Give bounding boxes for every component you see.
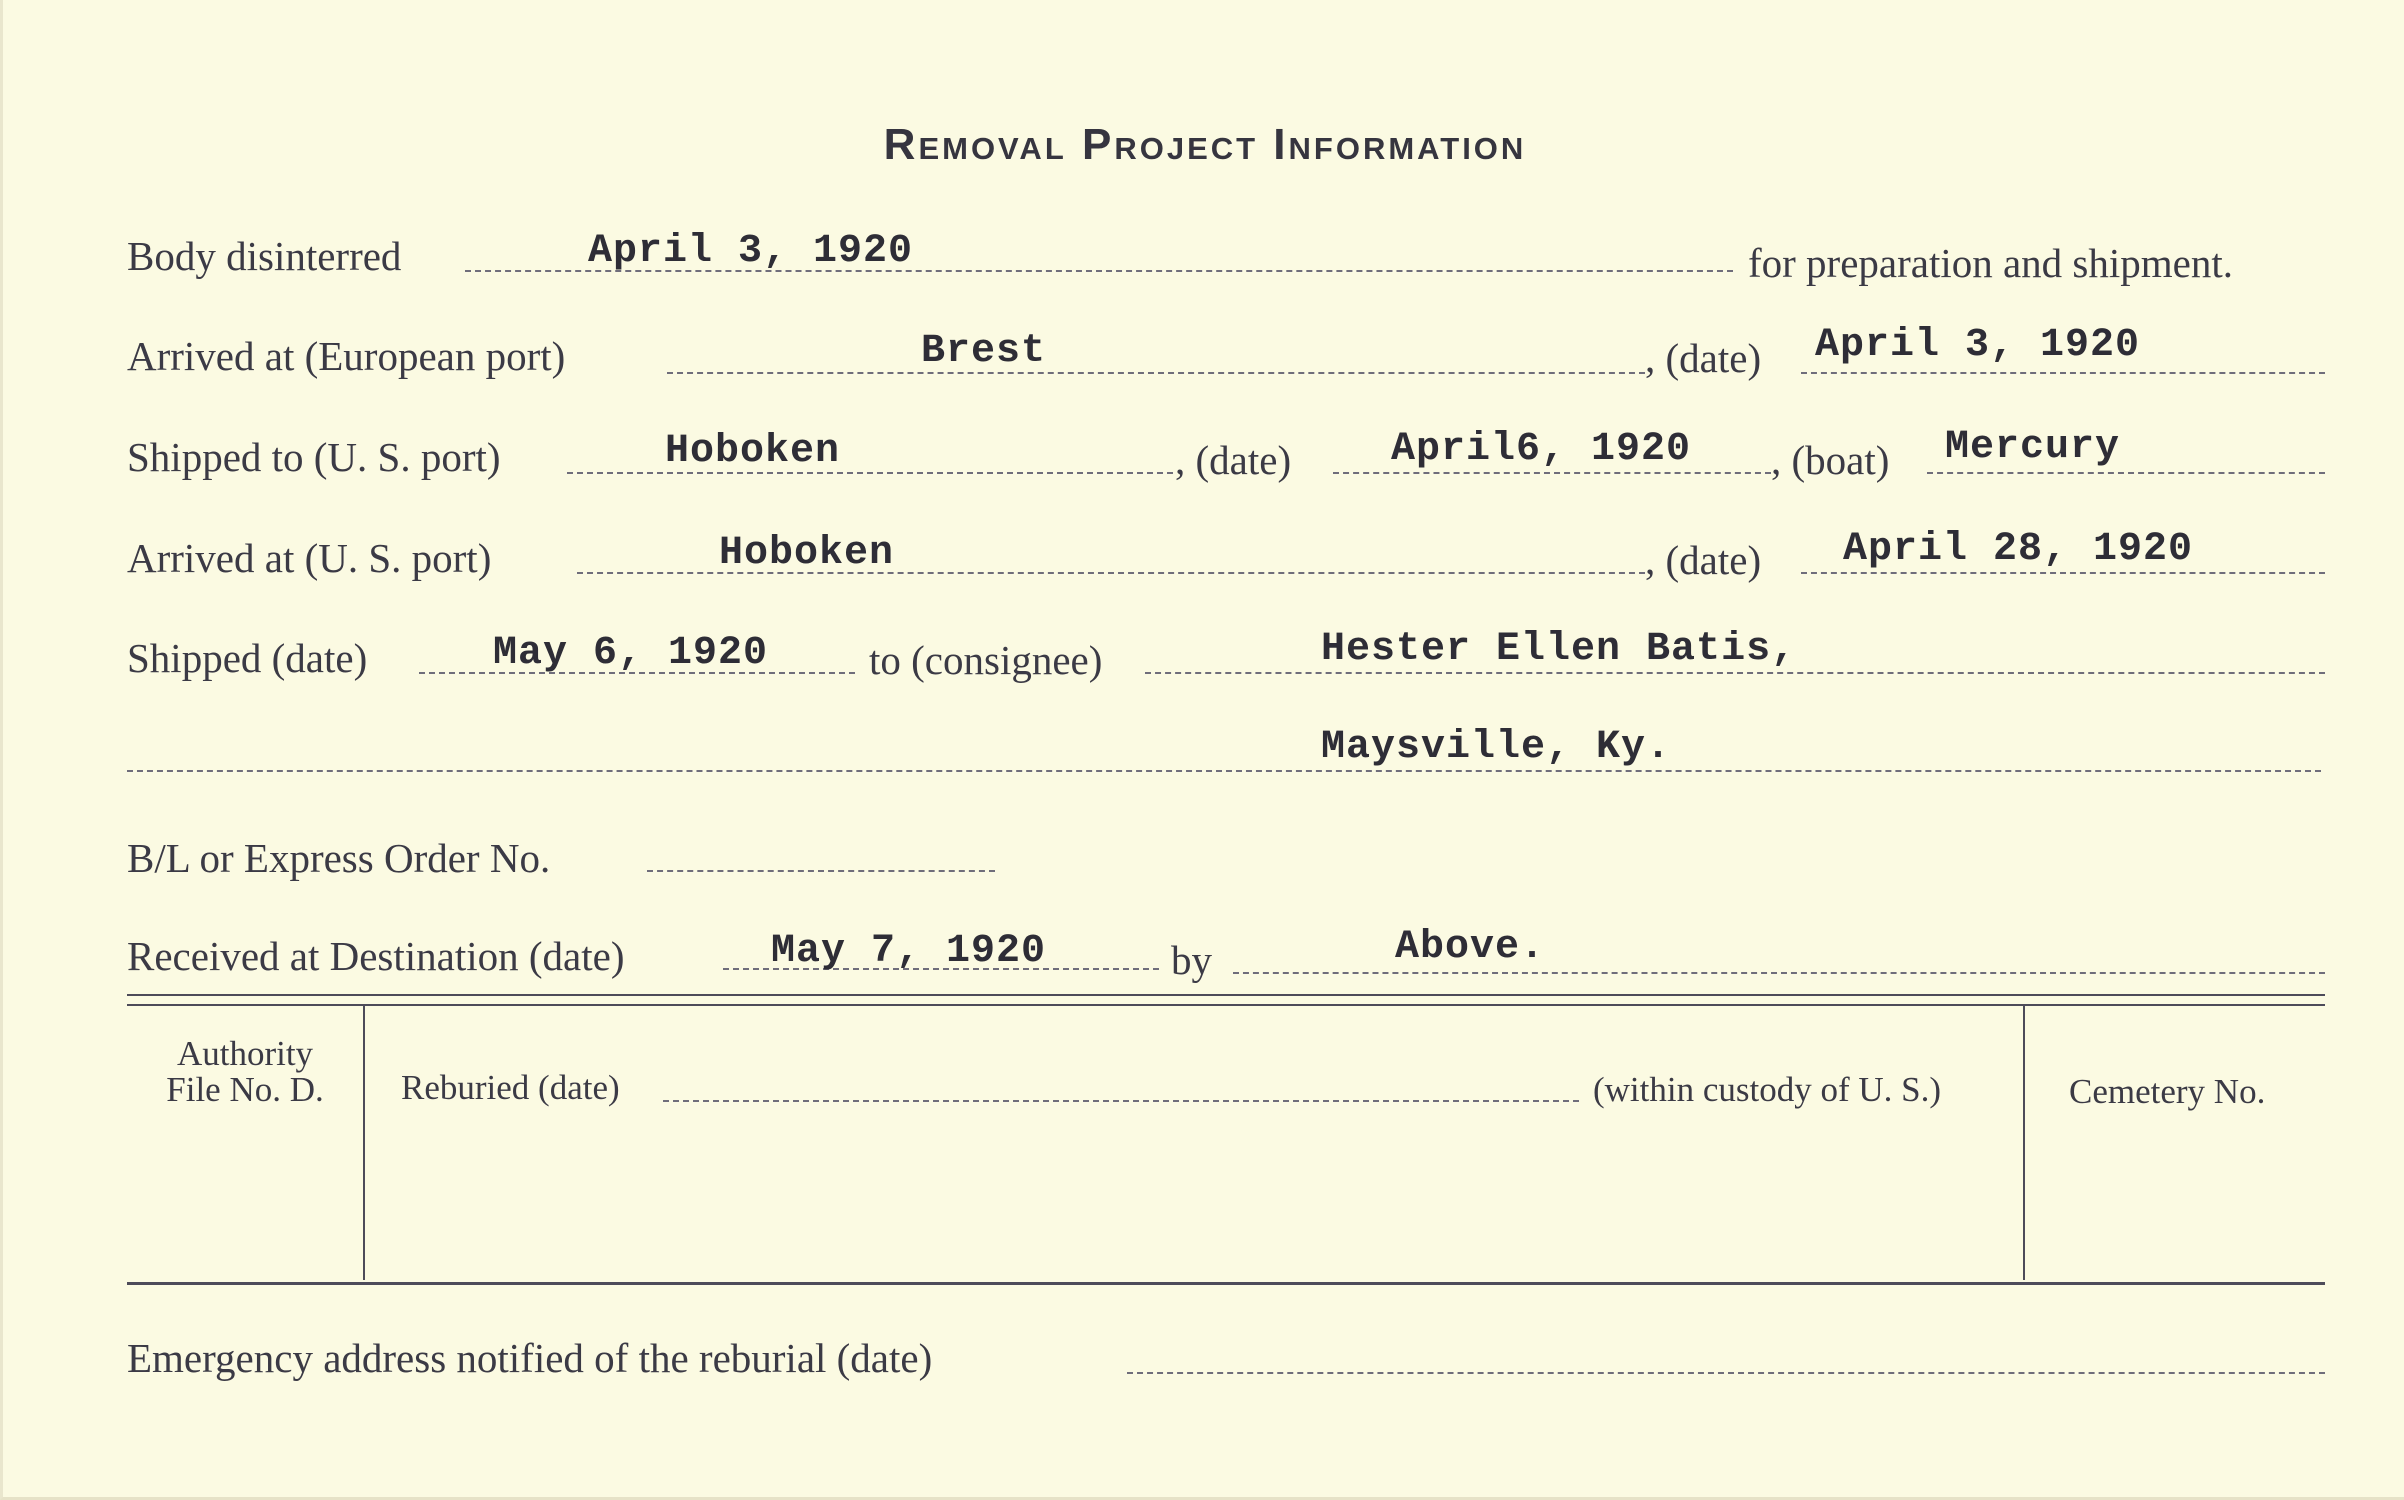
- bl-line: [647, 870, 995, 872]
- table-top-rule-2: [127, 1004, 2325, 1006]
- boat-line: [1927, 472, 2325, 474]
- shipped-us-date-line: [1333, 472, 1771, 474]
- boat-label: , (boat): [1771, 437, 1890, 483]
- shipped-date-label: Shipped (date): [127, 635, 368, 681]
- emergency-line: [1127, 1372, 2325, 1374]
- shipped-us-line: [567, 472, 1173, 474]
- reburied-line: [663, 1100, 1579, 1102]
- disinterred-suffix: for preparation and shipment.: [1748, 240, 2234, 286]
- shipped-us-date-value: April6, 1920: [1391, 427, 1692, 472]
- reburied-label: Reburied (date): [401, 1068, 620, 1107]
- arrived-us-label: Arrived at (U. S. port): [127, 535, 492, 581]
- table-divider-right: [2023, 1006, 2025, 1280]
- arrived-us-value: Hoboken: [719, 531, 895, 576]
- bl-label: B/L or Express Order No.: [127, 835, 551, 881]
- arrived-euro-date-value: April 3, 1920: [1815, 323, 2141, 368]
- arrived-euro-value: Brest: [921, 329, 1047, 374]
- arrived-us-date-label: , (date): [1645, 537, 1762, 583]
- shipped-us-label: Shipped to (U. S. port): [127, 434, 501, 480]
- received-value: May 7, 1920: [771, 929, 1047, 974]
- authority-label-2: File No. D.: [166, 1070, 324, 1109]
- card-title: Removal Project Information: [883, 120, 1527, 169]
- shipped-date-value: May 6, 1920: [493, 631, 769, 676]
- disinterred-label: Body disinterred: [127, 233, 402, 279]
- consignee-line-2: [127, 770, 2321, 772]
- consignee-line1: Hester Ellen Batis,: [1321, 627, 1797, 672]
- by-line: [1233, 972, 2325, 974]
- arrived-us-date-value: April 28, 1920: [1843, 527, 2194, 572]
- arrived-euro-date-label: , (date): [1645, 335, 1762, 381]
- consignee-label: to (consignee): [869, 637, 1103, 683]
- consignee-line: [1145, 672, 2325, 674]
- shipped-us-date-label: , (date): [1175, 437, 1292, 483]
- table-bottom-rule: [127, 1282, 2325, 1285]
- received-label: Received at Destination (date): [127, 933, 625, 979]
- boat-value: Mercury: [1945, 425, 2121, 470]
- custody-label: (within custody of U. S.): [1593, 1070, 1942, 1109]
- arrived-us-date-line: [1801, 572, 2325, 574]
- by-value: Above.: [1395, 925, 1546, 970]
- disinterred-value: April 3, 1920: [588, 229, 914, 274]
- arrived-euro-line: [667, 372, 1645, 374]
- authority-label-1: Authority: [176, 1034, 314, 1073]
- arrived-euro-label: Arrived at (European port): [127, 333, 566, 379]
- shipped-us-value: Hoboken: [665, 429, 841, 474]
- table-divider-left: [363, 1006, 365, 1280]
- cemetery-label: Cemetery No.: [2069, 1072, 2266, 1111]
- emergency-label: Emergency address notified of the reburial (date): [127, 1335, 933, 1381]
- table-top-rule-1: [127, 994, 2325, 996]
- by-label: by: [1171, 937, 1212, 983]
- arrived-euro-date-line: [1801, 372, 2325, 374]
- consignee-line2: Maysville, Ky.: [1321, 725, 1672, 770]
